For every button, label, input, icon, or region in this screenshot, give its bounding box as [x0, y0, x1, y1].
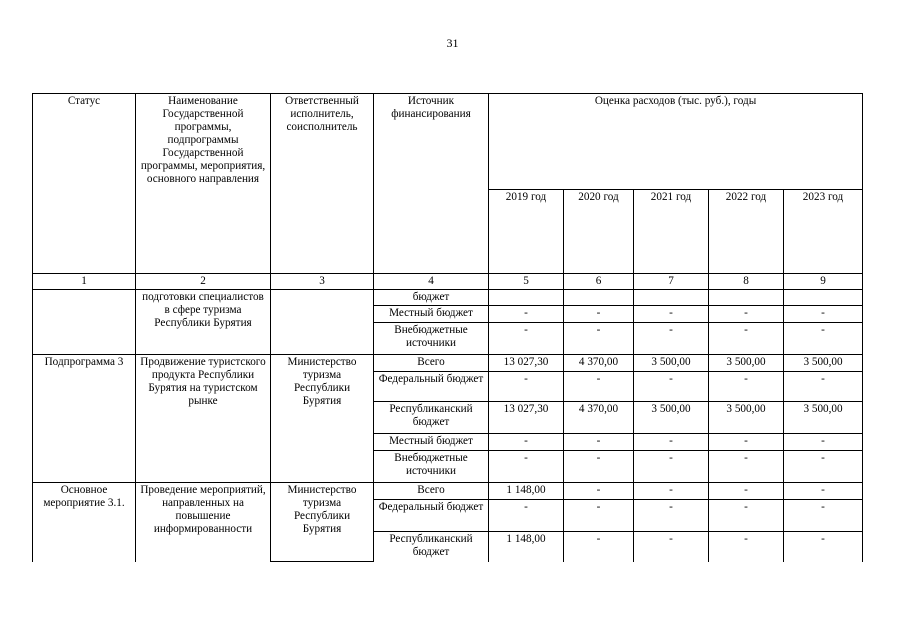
column-number: 9 — [784, 274, 863, 290]
value-cell: - — [784, 451, 863, 483]
column-number: 5 — [489, 274, 564, 290]
value-cell: - — [634, 451, 709, 483]
header-year: 2023 год — [784, 190, 863, 274]
value-cell: - — [634, 323, 709, 355]
column-number: 4 — [374, 274, 489, 290]
value-cell: - — [489, 434, 564, 451]
value-cell — [489, 290, 564, 306]
value-cell: - — [489, 500, 564, 532]
source-cell: Всего — [374, 355, 489, 372]
source-cell: Местный бюджет — [374, 434, 489, 451]
source-cell: Местный бюджет — [374, 306, 489, 323]
header-cost: Оценка расходов (тыс. руб.), годы — [489, 94, 863, 190]
column-number: 6 — [564, 274, 634, 290]
header-year: 2019 год — [489, 190, 564, 274]
value-cell — [564, 290, 634, 306]
value-cell — [709, 290, 784, 306]
budget-table — [32, 93, 863, 562]
value-cell: 1 148,00 — [489, 483, 564, 500]
value-cell: 13 027,30 — [489, 402, 564, 434]
value-cell: 1 148,00 — [489, 532, 564, 562]
source-cell: Республиканский бюджет — [374, 402, 489, 434]
value-cell: - — [709, 500, 784, 532]
source-cell: бюджет — [374, 290, 489, 306]
value-cell: - — [634, 483, 709, 500]
column-number: 3 — [271, 274, 374, 290]
value-cell: - — [784, 323, 863, 355]
value-cell: - — [709, 483, 784, 500]
value-cell: - — [489, 372, 564, 402]
value-cell: - — [489, 323, 564, 355]
value-cell: - — [634, 434, 709, 451]
source-cell: Всего — [374, 483, 489, 500]
value-cell: 3 500,00 — [709, 402, 784, 434]
block-status — [33, 290, 136, 355]
column-number: 1 — [33, 274, 136, 290]
block-name: Проведение мероприятий, направленных на повышение информированности — [136, 483, 271, 562]
value-cell: - — [564, 306, 634, 323]
block-executor: Министерство туризма Республики Бурятия — [271, 355, 374, 483]
value-cell: 3 500,00 — [634, 402, 709, 434]
value-cell: - — [709, 372, 784, 402]
value-cell: - — [784, 532, 863, 562]
source-cell: Федеральный бюджет — [374, 372, 489, 402]
value-cell: - — [564, 532, 634, 562]
source-cell: Внебюджетные источники — [374, 323, 489, 355]
value-cell: - — [709, 323, 784, 355]
value-cell: - — [784, 306, 863, 323]
value-cell: - — [564, 451, 634, 483]
page-number: 31 — [446, 36, 459, 50]
column-number: 7 — [634, 274, 709, 290]
header-status: Статус — [33, 94, 136, 274]
source-cell: Федеральный бюджет — [374, 500, 489, 532]
block-name: Продвижение туристского продукта Республики Бурятия на туристском рынке — [136, 355, 271, 483]
block-executor: Министерство туризма Республики Бурятия — [271, 483, 374, 562]
value-cell: - — [634, 500, 709, 532]
header-name: Наименование Государственной программы, подпрограммы Государственной программы, мероприятия, основного направления — [136, 94, 271, 274]
block-status: Подпрограмма 3 — [33, 355, 136, 483]
value-cell: - — [784, 434, 863, 451]
value-cell: - — [634, 306, 709, 323]
value-cell: - — [784, 372, 863, 402]
value-cell: - — [564, 323, 634, 355]
value-cell: 3 500,00 — [784, 402, 863, 434]
value-cell: - — [489, 451, 564, 483]
source-cell: Внебюджетные источники — [374, 451, 489, 483]
value-cell: 13 027,30 — [489, 355, 564, 372]
value-cell: 3 500,00 — [634, 355, 709, 372]
header-source: Источник финансирования — [374, 94, 489, 274]
column-number: 8 — [709, 274, 784, 290]
header-executor: Ответственный исполнитель, соисполнитель — [271, 94, 374, 274]
block-executor — [271, 290, 374, 355]
value-cell: - — [634, 532, 709, 562]
value-cell: - — [784, 483, 863, 500]
source-cell: Республиканский бюджет — [374, 532, 489, 562]
column-number: 2 — [136, 274, 271, 290]
value-cell: - — [709, 306, 784, 323]
block-status: Основное мероприятие 3.1. — [33, 483, 136, 562]
block-name: подготовки специалистов в сфере туризма Республики Бурятия — [136, 290, 271, 355]
value-cell: - — [709, 434, 784, 451]
value-cell: - — [564, 372, 634, 402]
header-year: 2021 год — [634, 190, 709, 274]
value-cell: - — [634, 372, 709, 402]
value-cell: - — [709, 451, 784, 483]
value-cell: - — [564, 434, 634, 451]
value-cell: 3 500,00 — [784, 355, 863, 372]
value-cell: - — [709, 532, 784, 562]
value-cell: - — [489, 306, 564, 323]
value-cell: - — [564, 500, 634, 532]
value-cell: 4 370,00 — [564, 402, 634, 434]
header-year: 2022 год — [709, 190, 784, 274]
value-cell: - — [784, 500, 863, 532]
value-cell — [634, 290, 709, 306]
value-cell: 4 370,00 — [564, 355, 634, 372]
header-year: 2020 год — [564, 190, 634, 274]
value-cell: 3 500,00 — [709, 355, 784, 372]
value-cell — [784, 290, 863, 306]
value-cell: - — [564, 483, 634, 500]
